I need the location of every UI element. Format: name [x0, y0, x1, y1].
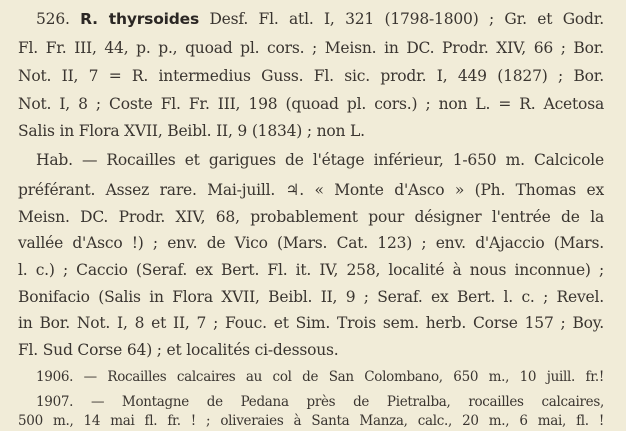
entry-line-1-text: Desf. Fl. atl. I, 321 (1798-1800) ; Gr. et Godr.	[209, 10, 604, 28]
entry-number: 526.	[36, 10, 70, 28]
habitat-line-1: Hab. — Rocailles et garigues de l'étage inférieur, 1-650 m. Calcicole	[36, 151, 604, 169]
specimen-1907-line-1: 1907. — Montagne de Pedana près de Pietralba, rocailles calcaires,	[36, 394, 604, 410]
habitat-line-4: vallée d'Asco !) ; env. de Vico (Mars. Cat. 123) ; env. d'Ajaccio (Mars.	[18, 234, 604, 252]
entry-line-1	[36, 9, 604, 29]
specimen-1906: 1906. — Rocailles calcaires au col de San Colombano, 650 m., 10 juill. fr.!	[36, 369, 604, 385]
entry-line-2: Fl. Fr. III, 44, p. p., quoad pl. cors. ; Meisn. in DC. Prodr. XIV, 66 ; Bor.	[18, 39, 604, 57]
entry-line-4: Not. I, 8 ; Coste Fl. Fr. III, 198 (quoad pl. cors.) ; non L. = R. Acetosa	[18, 95, 604, 113]
species-name: R. thyrsoides	[80, 10, 199, 28]
habitat-line-2: préférant. Assez rare. Mai-juill. ♃. « Monte d'Asco » (Ph. Thomas ex	[18, 181, 604, 199]
entry-line-3: Not. II, 7 = R. intermedius Guss. Fl. sic. prodr. I, 449 (1827) ; Bor.	[18, 67, 604, 85]
entry-line-5: Salis in Flora XVII, Beibl. II, 9 (1834) ; non L.	[18, 122, 365, 140]
habitat-line-8: Fl. Sud Corse 64) ; et localités ci-dessous.	[18, 341, 339, 359]
habitat-line-3: Meisn. DC. Prodr. XIV, 68, probablement pour désigner l'entrée de la	[18, 208, 604, 226]
habitat-line-6: Bonifacio (Salis in Flora XVII, Beibl. II, 9 ; Seraf. ex Bert. l. c. ; Revel.	[18, 288, 604, 306]
habitat-line-7: in Bor. Not. I, 8 et II, 7 ; Fouc. et Sim. Trois sem. herb. Corse 157 ; Boy.	[18, 314, 604, 332]
specimen-1907-line-2: 500 m., 14 mai fl. fr. ! ; oliveraies à Santa Manza, calc., 20 m., 6 mai, fl. !	[18, 413, 604, 429]
habitat-line-5: l. c.) ; Caccio (Seraf. ex Bert. Fl. it. IV, 258, localité à nous inconnue) ;	[18, 261, 604, 279]
